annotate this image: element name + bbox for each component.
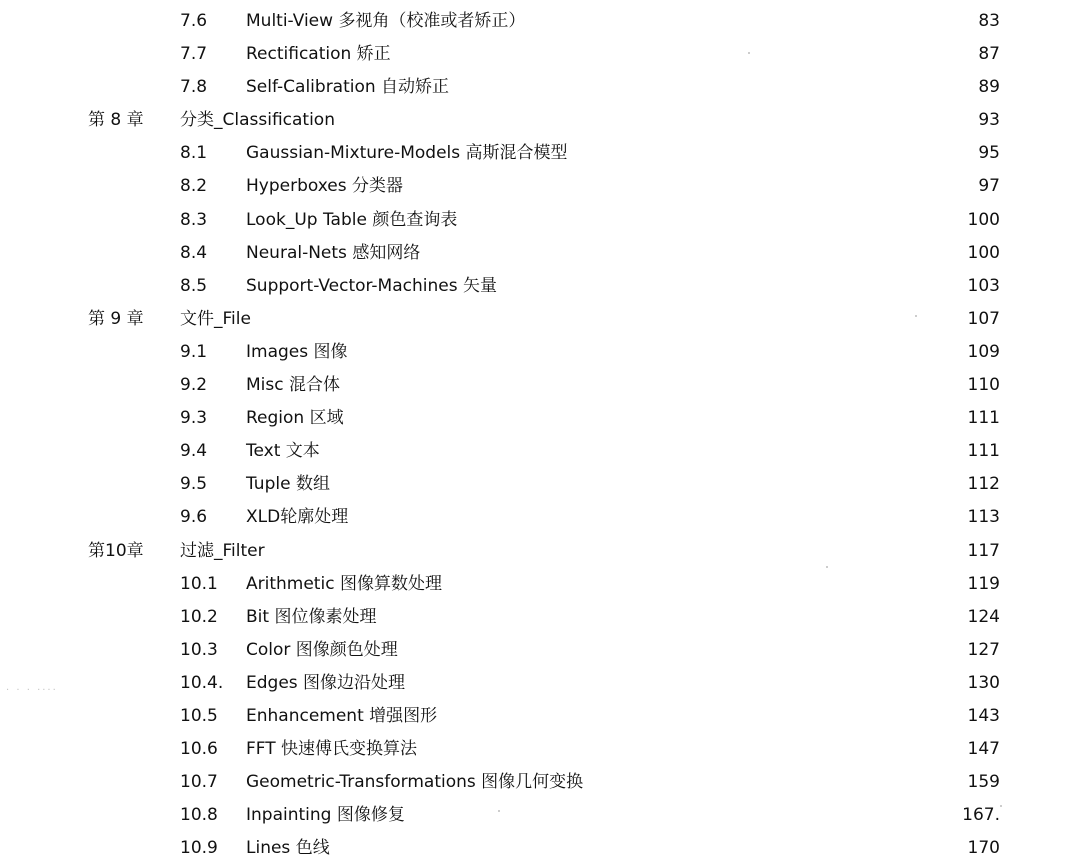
toc-entry[interactable] [0,799,1092,832]
scan-speck [915,315,917,317]
toc-number: 8.5 [180,275,208,296]
toc-title: Tuple 数组 [246,474,330,495]
toc-entry[interactable] [0,468,1092,501]
toc-number: 10.1 [180,573,218,594]
toc-number: 8.2 [180,176,208,197]
toc-page: 83 [978,11,1000,31]
toc-chapter[interactable] [0,303,1092,336]
toc-chapter[interactable] [0,104,1092,137]
chapter-title: 文件_File [180,308,251,329]
scan-speck [1000,805,1002,807]
scan-speck [498,810,500,812]
toc-number: 9.1 [180,341,208,362]
toc-number: 10.2 [180,606,218,627]
toc-title: Arithmetic 图像算数处理 [246,573,442,594]
toc-page: 112 [967,474,1000,495]
chapter-title: 过滤_Filter [180,540,265,561]
toc-entry[interactable] [0,766,1092,799]
toc-entry[interactable] [0,435,1092,468]
toc-page: 97 [978,176,1000,197]
toc-page: 119 [967,573,1000,594]
toc-entry[interactable] [0,601,1092,634]
toc-page: 147 [967,739,1000,760]
chapter-number: 第10章 [88,540,144,561]
chapter-title: 分类_Classification [180,110,335,131]
toc-title: Geometric-Transformations 图像几何变换 [246,772,584,793]
toc-title: Gaussian-Mixture-Models 高斯混合模型 [246,143,568,164]
toc-number: 10.3 [180,639,218,660]
toc-page: 130 [967,672,1000,693]
toc-title: Look_Up Table 颜色查询表 [246,209,458,230]
toc-page: 124 [967,606,1000,627]
scan-dots: · · · ···· [6,685,58,696]
scan-speck [826,566,828,568]
toc-page: 170 [967,838,1000,859]
toc-title: Misc 混合体 [246,375,340,396]
toc-page: 87 [978,44,1000,65]
toc-number: 9.5 [180,474,208,495]
toc-title: Edges 图像边沿处理 [246,672,406,693]
toc-page: 103 [967,275,1000,296]
toc-entry[interactable] [0,733,1092,766]
toc-chapter[interactable] [0,535,1092,568]
toc-entry[interactable] [0,71,1092,104]
toc-number: 9.3 [180,408,208,429]
toc-entry[interactable] [0,270,1092,303]
toc-entry[interactable] [0,568,1092,601]
toc-entry[interactable] [0,634,1092,667]
toc-title: Self-Calibration 自动矫正 [246,77,450,98]
toc-title: Color 图像颜色处理 [246,639,398,660]
toc-title: Enhancement 增强图形 [246,705,438,726]
toc-title: Lines 色线 [246,838,330,859]
chapter-number: 第 9 章 [88,308,144,329]
toc-number: 8.1 [180,143,208,164]
toc-page: 159 [967,772,1000,793]
toc-number: 9.4 [180,441,208,462]
toc-entry[interactable] [0,369,1092,402]
toc-entry[interactable] [0,5,1092,38]
table-of-contents [0,5,1092,865]
toc-entry[interactable] [0,336,1092,369]
toc-entry[interactable] [0,667,1092,700]
toc-number: 10.8 [180,805,218,826]
toc-entry[interactable] [0,237,1092,270]
toc-title: Rectification 矫正 [246,44,391,65]
toc-title: Region 区域 [246,408,344,429]
toc-page: 100 [967,242,1000,263]
toc-number: 7.8 [180,77,208,98]
toc-title: Bit 图位像素处理 [246,606,377,627]
toc-number: 9.6 [180,507,208,528]
toc-entry[interactable] [0,204,1092,237]
toc-number: 7.7 [180,44,208,65]
toc-title: Hyperboxes 分类器 [246,176,404,197]
toc-entry[interactable] [0,137,1092,170]
toc-title: XLD轮廓处理 [246,507,349,528]
toc-title: FFT 快速傅氏变换算法 [246,739,418,760]
toc-number: 8.4 [180,242,208,263]
toc-page: 95 [978,143,1000,164]
toc-page: 117 [967,540,1000,561]
toc-page: 89 [978,77,1000,98]
toc-number: 9.2 [180,375,208,396]
toc-number: 10.9 [180,838,218,859]
toc-title: Neural-Nets 感知网络 [246,242,421,263]
toc-number: 8.3 [180,209,208,230]
toc-entry[interactable] [0,402,1092,435]
toc-title: Support-Vector-Machines 矢量 [246,275,497,296]
toc-page: 93 [978,110,1000,131]
toc-entry[interactable] [0,832,1092,865]
toc-page: 110 [967,375,1000,396]
scan-speck [748,52,750,54]
toc-entry[interactable] [0,501,1092,534]
toc-number: 10.4. [180,672,224,693]
toc-entry[interactable] [0,170,1092,203]
toc-page: 109 [967,341,1000,362]
toc-page: 107 [967,308,1000,329]
toc-entry[interactable] [0,700,1092,733]
chapter-number: 第 8 章 [88,110,144,131]
toc-entry[interactable] [0,38,1092,71]
toc-page: 167. [962,805,1000,826]
toc-page: 111 [967,408,1000,429]
toc-page: 100 [967,209,1000,230]
toc-number: 10.7 [180,772,218,793]
toc-page: 127 [967,639,1000,660]
toc-number: 10.5 [180,705,218,726]
toc-page: 113 [967,507,1000,528]
toc-number: 10.6 [180,739,218,760]
toc-title: Images 图像 [246,341,348,362]
toc-title: Inpainting 图像修复 [246,805,405,826]
toc-number: 7.6 [180,11,208,31]
toc-title: Text 文本 [246,441,320,462]
toc-title: Multi-View 多视角（校准或者矫正） [246,11,526,31]
toc-page: 111 [967,441,1000,462]
toc-page: 143 [967,705,1000,726]
